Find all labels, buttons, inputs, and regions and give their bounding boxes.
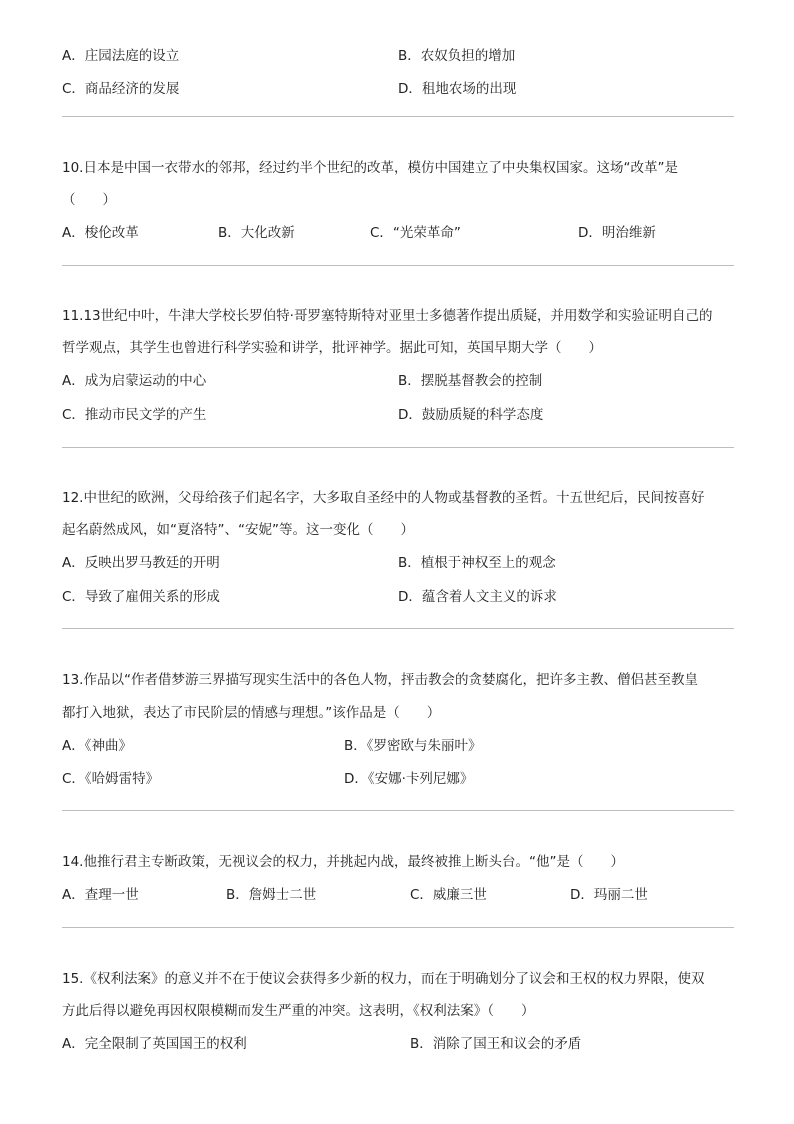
q11-option-d[interactable]: D．鼓励质疑的科学态度 bbox=[398, 407, 544, 423]
q15-stem-line2: 方此后得以避免再因权限模糊而发生严重的冲突。这表明，《权利法案》（ ） bbox=[62, 1003, 535, 1019]
q14-option-b[interactable]: B．詹姆士二世 bbox=[226, 887, 317, 903]
divider bbox=[62, 927, 734, 928]
q14-option-c[interactable]: C．威廉三世 bbox=[410, 887, 487, 903]
q12-option-a[interactable]: A．反映出罗马教廷的开明 bbox=[62, 555, 220, 571]
q12-option-c[interactable]: C．导致了雇佣关系的形成 bbox=[62, 589, 220, 605]
q12-stem-line1: 12.中世纪的欧洲，父母给孩子们起名字，大多取自圣经中的人物或基督教的圣哲。十五世纪后，民间按喜好 bbox=[62, 490, 705, 506]
q11-option-c[interactable]: C．推动市民文学的产生 bbox=[62, 407, 207, 423]
q10-option-c[interactable]: C．“光荣革命” bbox=[370, 225, 461, 241]
q11-option-b[interactable]: B．摆脱基督教会的控制 bbox=[398, 373, 543, 389]
q9-option-d[interactable]: D．租地农场的出现 bbox=[398, 81, 517, 97]
q13-option-b[interactable]: B．《罗密欧与朱丽叶》 bbox=[344, 738, 482, 754]
divider bbox=[62, 447, 734, 448]
q13-option-c[interactable]: C．《哈姆雷特》 bbox=[62, 771, 160, 787]
q13-stem-line1: 13.作品以“作者借梦游三界描写现实生活中的各色人物，抨击教会的贪婪腐化，把许多主教、僧侣甚至教皇 bbox=[62, 672, 698, 688]
q12-option-d[interactable]: D．蕴含着人文主义的诉求 bbox=[398, 589, 557, 605]
q13-stem-line2: 都打入地狱，表达了市民阶层的情感与理想。”该作品是（ ） bbox=[62, 705, 441, 721]
divider bbox=[62, 116, 734, 117]
q15-stem-line1: 15.《权利法案》的意义并不在于使议会获得多少新的权力，而在于明确划分了议会和王权的权力界限，使双 bbox=[62, 971, 705, 987]
q9-option-b[interactable]: B．农奴负担的增加 bbox=[398, 48, 516, 64]
q10-stem-line2: （ ） bbox=[62, 192, 116, 208]
divider bbox=[62, 628, 734, 629]
divider bbox=[62, 810, 734, 811]
q13-option-a[interactable]: A．《神曲》 bbox=[62, 738, 132, 754]
q10-stem-line1: 10.日本是中国一衣带水的邻邦，经过约半个世纪的改革，模仿中国建立了中央集权国家。这场“改革”是 bbox=[62, 160, 678, 176]
q11-option-a[interactable]: A．成为启蒙运动的中心 bbox=[62, 373, 207, 389]
q10-option-a[interactable]: A．梭伦改革 bbox=[62, 225, 139, 241]
q15-option-a[interactable]: A．完全限制了英国国王的权利 bbox=[62, 1036, 247, 1052]
q14-stem-line1: 14.他推行君主专断政策，无视议会的权力，并挑起内战，最终被推上断头台。“他”是（ ） bbox=[62, 854, 624, 870]
q12-stem-line2: 起名蔚然成风，如“夏洛特”、“安妮”等。这一变化（ ） bbox=[62, 522, 414, 538]
q11-stem-line1: 11.13世纪中叶，牛津大学校长罗伯特·哥罗塞特斯特对亚里士多德著作提出质疑，并用数学和实验证明自己的 bbox=[62, 308, 713, 324]
q9-option-a[interactable]: A．庄园法庭的设立 bbox=[62, 48, 180, 64]
q15-option-b[interactable]: B．消除了国王和议会的矛盾 bbox=[410, 1036, 582, 1052]
q12-option-b[interactable]: B．植根于神权至上的观念 bbox=[398, 555, 556, 571]
q13-option-d[interactable]: D．《安娜·卡列尼娜》 bbox=[344, 771, 474, 787]
q10-option-d[interactable]: D．明治维新 bbox=[578, 225, 656, 241]
q11-stem-line2: 哲学观点，其学生也曾进行科学实验和讲学，批评神学。据此可知，英国早期大学（ ） bbox=[62, 340, 602, 356]
q14-option-d[interactable]: D．玛丽二世 bbox=[570, 887, 648, 903]
q14-option-a[interactable]: A．查理一世 bbox=[62, 887, 139, 903]
divider bbox=[62, 265, 734, 266]
q10-option-b[interactable]: B．大化改新 bbox=[218, 225, 295, 241]
q9-option-c[interactable]: C．商品经济的发展 bbox=[62, 81, 180, 97]
